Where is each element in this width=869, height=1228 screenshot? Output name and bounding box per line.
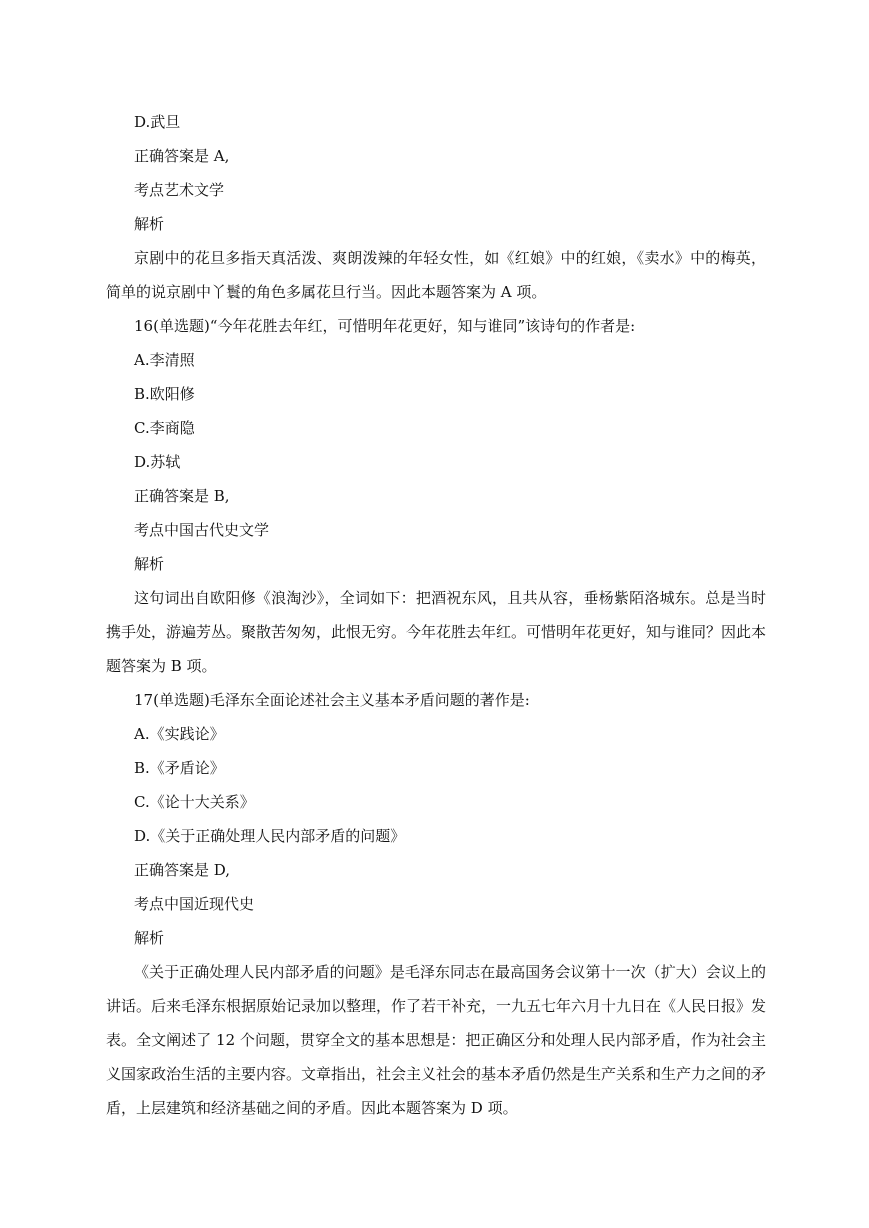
q16-option-a: A.李清照	[134, 351, 195, 369]
q15-analysis-text: 京剧中的花旦多指天真活泼、爽朗泼辣的年轻女性，如《红娘》中的红娘，《卖水》中的梅英，简单的说京剧中丫鬟的角色多属花旦行当。因此本题答案为 A 项。	[106, 249, 766, 301]
q16-option-d: D.苏轼	[134, 453, 181, 471]
q17-analysis-text: 《关于正确处理人民内部矛盾的问题》是毛泽东同志在最高国务会议第十一次（扩大）会议上的讲话。后来毛泽东根据原始记录加以整理，作了若干补充，一九五七年六月十九日在《人民日报》发表。全文阐述了 12 个问题，贯穿全文的基本思想是：把正确区分和处理人民内部矛盾，作为社会主义国家政治生活的主要内容。文章指出，社会主义社会的基本矛盾仍然是生产关系和生产力之间的矛盾，上层建筑和经济基础之间的矛盾。因此本题答案为 D 项。	[106, 963, 767, 1117]
q15-analysis-label: 解析	[134, 215, 165, 233]
q16-answer: 正确答案是 B,	[134, 487, 230, 505]
q17-answer: 正确答案是 D,	[134, 861, 231, 879]
q17-option-d: D.《关于正确处理人民内部矛盾的问题》	[134, 827, 406, 845]
q17-option-a: A.《实践论》	[134, 725, 225, 743]
q17-analysis-label: 解析	[134, 929, 165, 947]
q16-option-b: B.欧阳修	[134, 385, 195, 403]
q17-question: 17(单选题)毛泽东全面论述社会主义基本矛盾问题的著作是:	[134, 691, 530, 709]
q16-analysis-label: 解析	[134, 555, 165, 573]
q16-topic: 考点中国古代史文学	[134, 521, 270, 539]
q16-analysis-text: 这句词出自欧阳修《浪淘沙》，全词如下：把酒祝东风，且共从容，垂杨紫陌洛城东。总是当时携手处，游遍芳丛。聚散苦匆匆，此恨无穷。今年花胜去年红。可惜明年花更好，知与谁同？因此本题答案为 B 项。	[106, 589, 767, 675]
q16-option-c: C.李商隐	[134, 419, 195, 437]
q17-option-c: C.《论十大关系》	[134, 793, 255, 811]
q16-question: 16(单选题)“今年花胜去年红，可惜明年花更好，知与谁同”该诗句的作者是:	[134, 317, 636, 335]
q15-option-d: D.武旦	[134, 113, 181, 131]
q17-option-b: B.《矛盾论》	[134, 759, 225, 777]
q17-topic: 考点中国近现代史	[134, 895, 255, 913]
q15-topic: 考点艺术文学	[134, 181, 225, 199]
q15-answer: 正确答案是 A,	[134, 147, 230, 165]
